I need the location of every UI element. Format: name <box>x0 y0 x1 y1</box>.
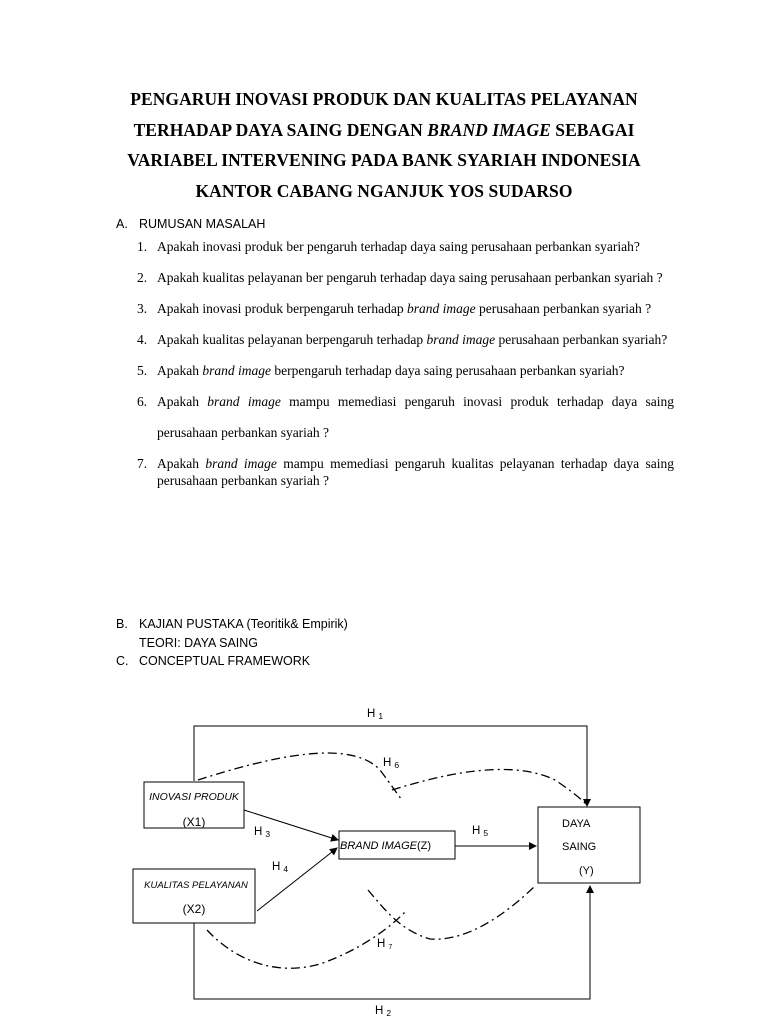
title-line-4: KANTOR CABANG NGANJUK YOS SUDARSO <box>195 180 573 201</box>
section-a-label: RUMUSAN MASALAH <box>139 217 266 231</box>
label-h4 <box>272 861 288 874</box>
label-h4-number: 4 <box>283 864 289 874</box>
question-text: Apakah inovasi produk ber pengaruh terhadap daya saing perusahaan perbankan syariah? <box>157 239 640 254</box>
h4-arrow <box>257 848 337 911</box>
box-daya-saing-code: (Y) <box>579 865 594 877</box>
question-text-end: perusahaan perbankan syariah ? <box>475 301 652 316</box>
question-number: 5. <box>137 363 148 378</box>
question-number: 2. <box>137 270 148 285</box>
question-text-end: berpengaruh terhadap daya saing perusahaan perbankan syariah? <box>270 363 625 378</box>
question-text-emphasis: brand image <box>205 456 277 471</box>
question-text-start: Apakah <box>157 394 208 409</box>
question-text-end: mampu memediasi pengaruh kualitas pelayanan terhadap daya saing perusahaan perbankan syariah ? <box>157 456 675 488</box>
section-b-subheading: TEORI: DAYA SAING <box>139 636 259 650</box>
question-text-start: Apakah inovasi produk berpengaruh terhadap <box>157 301 408 316</box>
label-h2-letter: H <box>375 1005 384 1017</box>
label-h6-number: 6 <box>394 760 400 770</box>
section-c-label: CONCEPTUAL FRAMEWORK <box>139 654 311 668</box>
question-text-end: mampu memediasi pengaruh inovasi produk terhadap daya saing perusahaan perbankan syariah ? <box>157 394 675 440</box>
box-kualitas-pelayanan-code: (X2) <box>182 902 206 916</box>
title-line-2-start: TERHADAP DAYA SAING DENGAN <box>133 119 428 140</box>
title-line-2-emphasis: BRAND IMAGE <box>427 119 551 140</box>
question-number: 7. <box>137 456 148 471</box>
label-h5-number: 5 <box>483 828 489 838</box>
h6-mediation-path-end <box>392 769 586 804</box>
label-h1-letter: H <box>367 708 376 720</box>
question-text-end: perusahaan perbankan syariah? <box>495 332 668 347</box>
question-text-emphasis: brand image <box>207 394 281 409</box>
label-h5 <box>472 825 488 838</box>
label-h7-letter: H <box>377 938 386 950</box>
question-number: 3. <box>137 301 148 316</box>
question-number: 4. <box>137 332 148 347</box>
box-inovasi-produk-code: (X1) <box>182 815 206 829</box>
section-c-marker: C. <box>116 654 129 668</box>
label-h5-letter: H <box>472 825 481 837</box>
box-brand-image-label <box>340 840 431 852</box>
section-b-marker: B. <box>116 617 128 631</box>
question-text-emphasis: brand image <box>202 363 271 378</box>
label-h1-number: 1 <box>378 711 384 721</box>
label-h4-letter: H <box>272 861 281 873</box>
box-kualitas-pelayanan-label: KUALITAS PELAYANAN <box>144 880 248 891</box>
box-daya-saing-line2: SAING <box>562 841 597 853</box>
question-number: 1. <box>137 239 148 254</box>
question-text-start: Apakah <box>157 363 203 378</box>
title-line-1: PENGARUH INOVASI PRODUK DAN KUALITAS PELAYANAN <box>130 89 638 109</box>
label-h2 <box>375 1005 391 1018</box>
label-h1 <box>367 708 383 721</box>
question-text-start: Apakah <box>157 456 206 471</box>
section-b-label: KAJIAN PUSTAKA (Teoritik& Empirik) <box>139 617 348 631</box>
label-h6-letter: H <box>383 757 392 769</box>
title-line-2-end: SEBAGAI <box>550 119 635 140</box>
label-h3-number: 3 <box>265 829 271 839</box>
label-h3 <box>254 826 270 839</box>
label-h7 <box>377 938 392 951</box>
label-h7-number: 7 <box>388 944 393 951</box>
label-h6 <box>383 757 399 770</box>
box-inovasi-produk-label: INOVASI PRODUK <box>149 791 239 803</box>
label-h2-number: 2 <box>386 1008 392 1018</box>
title-line-3: VARIABEL INTERVENING PADA BANK SYARIAH INDONESIA <box>127 150 641 170</box>
question-text-start: Apakah kualitas pelayanan berpengaruh terhadap <box>157 332 427 347</box>
brand-image-name: BRAND IMAGE <box>340 840 418 852</box>
section-a-marker: A. <box>116 217 128 231</box>
brand-image-code: (Z) <box>417 840 432 852</box>
label-h3-letter: H <box>254 826 263 838</box>
question-text-emphasis: brand image <box>426 332 496 347</box>
question-number: 6. <box>137 394 148 409</box>
question-text-emphasis: brand image <box>407 301 476 316</box>
question-text: Apakah kualitas pelayanan ber pengaruh terhadap daya saing perusahaan perbankan syariah ? <box>157 270 663 285</box>
box-daya-saing-line1: DAYA <box>562 818 591 830</box>
h7-mediation-path-end <box>368 886 535 939</box>
